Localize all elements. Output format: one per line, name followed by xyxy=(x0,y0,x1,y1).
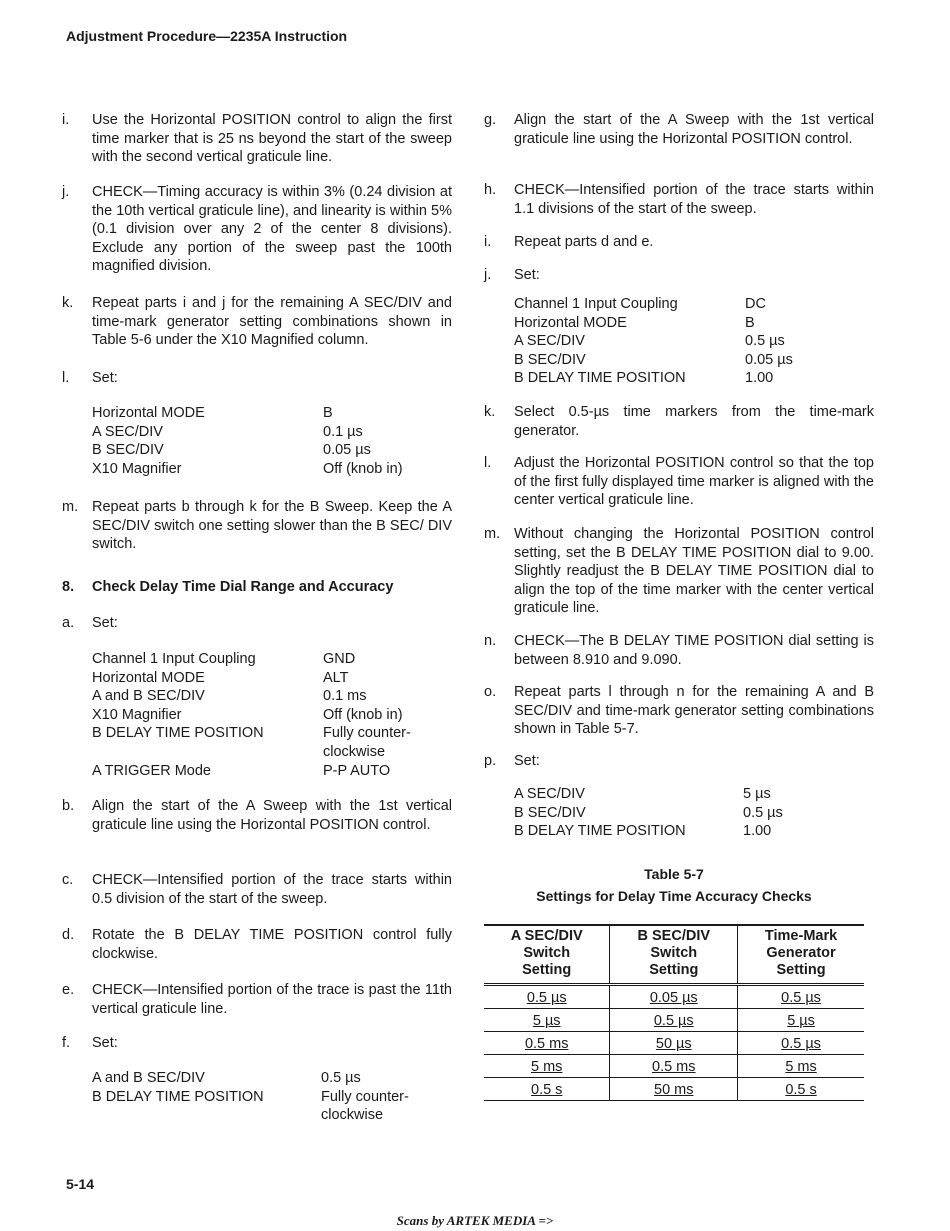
cell-value: 0.5 ms xyxy=(524,1036,569,1052)
table-cell xyxy=(610,1032,738,1055)
step-label: p. xyxy=(484,753,497,769)
header-line: Generator xyxy=(766,945,836,961)
table-cell xyxy=(484,1009,610,1032)
section-number: 8. xyxy=(62,579,75,595)
setting-value: GND xyxy=(323,651,356,667)
step-label: a. xyxy=(62,615,75,631)
setting-name: Horizontal MODE xyxy=(92,669,205,686)
page-header: Adjustment Procedure—2235A Instruction xyxy=(66,28,348,44)
cell-value: 0.5 µs xyxy=(526,990,567,1006)
step-c-left xyxy=(62,871,452,908)
setting-value: Off (knob in) xyxy=(323,706,403,723)
step-text: Use the Horizontal POSITION control to align the first time marker that is 25 ns beyond the start of the sweep with the second vertical graticule line. xyxy=(92,112,452,166)
table-cell xyxy=(610,1009,738,1032)
setting-name: Channel 1 Input Coupling xyxy=(92,651,256,667)
setting-value: 5 µs xyxy=(743,786,771,802)
setting-value: 0.1 µs xyxy=(323,423,363,440)
step-text: Repeat parts d and e. xyxy=(514,234,654,250)
section-heading-8 xyxy=(62,578,452,597)
setting-name: A SEC/DIV xyxy=(92,423,163,440)
step-m-left xyxy=(62,498,452,554)
table-row xyxy=(484,985,864,1009)
step-text: Adjust the Horizontal POSITION control so that the top of the first fully displayed time marker is aligned with the center vertical graticule line. xyxy=(514,455,874,509)
table-row xyxy=(484,1009,864,1032)
step-text: CHECK—Intensified portion of the trace starts within 0.5 division of the start of the sweep. xyxy=(92,872,452,907)
setting-value: B xyxy=(745,314,755,331)
cell-value: 0.5 µs xyxy=(781,1036,821,1052)
step-text: Set: xyxy=(92,370,118,386)
step-l-right xyxy=(484,454,874,510)
table-title: Settings for Delay Time Accuracy Checks xyxy=(536,888,812,904)
step-text: Set: xyxy=(514,267,540,283)
setting-value: 1.00 xyxy=(743,823,772,840)
table-number: Table 5-7 xyxy=(644,866,704,882)
table-row xyxy=(484,1055,864,1078)
cell-value: 5 ms xyxy=(531,1059,563,1075)
cell-value: 0.5 s xyxy=(531,1082,563,1098)
step-f-left xyxy=(62,1034,452,1053)
step-label: k. xyxy=(484,404,496,420)
table-cell xyxy=(738,1078,864,1101)
setting-value: 1.00 xyxy=(745,370,774,387)
setting-value: Fully counter- xyxy=(321,1088,409,1105)
step-text: Repeat parts i and j for the remaining A SEC/DIV and time-mark generator setting combinations shown in Table 5-6 under the X10 Magnified column. xyxy=(92,295,452,349)
step-text: Align the start of the A Sweep with the 1st vertical graticule line using the Horizontal POSITION control. xyxy=(514,112,874,147)
setting-value: 0.1 ms xyxy=(323,688,367,705)
step-text: CHECK—Intensified portion of the trace is past the 11th vertical graticule line. xyxy=(92,982,452,1017)
setting-name: B DELAY TIME POSITION xyxy=(92,1088,264,1105)
cell-value: 0.5 µs xyxy=(653,1013,694,1029)
delay-time-accuracy-table xyxy=(484,924,864,1101)
step-p-right xyxy=(484,752,874,771)
setting-value: Fully counter- xyxy=(323,725,411,742)
step-g-right xyxy=(484,111,874,148)
step-l-left xyxy=(62,369,452,388)
step-text: CHECK—Intensified portion of the trace starts within 1.1 divisions of the start of the sweep. xyxy=(514,182,874,217)
setting-name: B DELAY TIME POSITION xyxy=(514,823,686,840)
setting-value: clockwise xyxy=(323,743,386,760)
table-header-row xyxy=(484,925,864,985)
step-text: Select 0.5-µs time markers from the time-mark generator. xyxy=(514,404,874,439)
setting-value: 0.5 µs xyxy=(745,333,785,350)
step-label: d. xyxy=(62,927,75,943)
setting-name: A TRIGGER Mode xyxy=(92,762,211,779)
setting-name: Horizontal MODE xyxy=(92,405,205,421)
setting-name: B DELAY TIME POSITION xyxy=(92,725,264,742)
setting-name: B DELAY TIME POSITION xyxy=(514,370,686,387)
setting-value: 0.5 µs xyxy=(321,1070,361,1086)
cell-value: 50 µs xyxy=(655,1036,692,1052)
step-i-left xyxy=(62,111,452,167)
step-a-left xyxy=(62,614,452,633)
setting-name: X10 Magnifier xyxy=(92,460,182,477)
setting-name: Channel 1 Input Coupling xyxy=(514,296,678,312)
cell-value: 5 µs xyxy=(787,1013,815,1029)
step-b-left xyxy=(62,797,452,834)
setting-name: B SEC/DIV xyxy=(92,442,164,459)
scan-credit: Scans by ARTEK MEDIA => xyxy=(396,1213,554,1228)
step-k-left xyxy=(62,294,452,350)
setting-name: A SEC/DIV xyxy=(514,333,585,350)
setting-name: A and B SEC/DIV xyxy=(92,688,205,705)
step-label: m. xyxy=(484,526,501,542)
step-text: CHECK—Timing accuracy is within 3% (0.24 division at the 10th vertical graticule line), and linearity is within 5% (0.1 division over any 2 of the center 8 divisions). Exclude any portion of the sweep past the 100th magnified division. xyxy=(92,184,452,275)
step-e-left xyxy=(62,981,452,1018)
step-text: Set: xyxy=(92,1035,118,1051)
step-text: Repeat parts b through k for the B Sweep. Keep the A SEC/DIV switch one setting slower than the B SEC/ DIV switch. xyxy=(92,499,452,553)
setting-name: Horizontal MODE xyxy=(514,314,627,331)
header-line: Setting xyxy=(776,962,826,978)
step-label: l. xyxy=(484,455,492,471)
header-line: A SEC/DIV xyxy=(510,928,583,944)
step-label: f. xyxy=(62,1035,71,1051)
setting-value: ALT xyxy=(323,669,349,686)
table-row xyxy=(484,1032,864,1055)
header-a-sec-div xyxy=(484,925,610,985)
step-n-right xyxy=(484,632,874,669)
step-text: Align the start of the A Sweep with the 1st vertical graticule line using the Horizontal POSITION control. xyxy=(92,798,452,833)
step-text: CHECK—The B DELAY TIME POSITION dial setting is between 8.910 and 9.090. xyxy=(514,633,874,668)
page-number: 5-14 xyxy=(66,1176,95,1192)
section-title: Check Delay Time Dial Range and Accuracy xyxy=(92,579,394,595)
step-j-right xyxy=(484,266,874,285)
table-cell xyxy=(738,985,864,1009)
cell-value: 5 ms xyxy=(785,1059,817,1075)
header-line: Setting xyxy=(522,962,572,978)
step-text: Repeat parts l through n for the remaining A and B SEC/DIV and time-mark generator setting combinations shown in Table 5-7. xyxy=(514,684,874,738)
step-d-left xyxy=(62,926,452,963)
step-label: o. xyxy=(484,684,497,700)
cell-value: 0.5 ms xyxy=(652,1059,696,1075)
step-label: n. xyxy=(484,633,497,649)
cell-value: 0.5 µs xyxy=(781,990,821,1006)
step-i-right xyxy=(484,233,874,252)
table-cell xyxy=(738,1032,864,1055)
step-h-right xyxy=(484,181,874,218)
step-label: e. xyxy=(62,982,75,998)
step-k-right xyxy=(484,403,874,440)
header-line: B SEC/DIV xyxy=(637,928,711,944)
step-label: c. xyxy=(62,872,74,888)
table-cell xyxy=(738,1055,864,1078)
step-label: j. xyxy=(484,267,492,283)
setting-value: DC xyxy=(745,296,766,312)
step-text: Set: xyxy=(514,753,540,769)
header-time-mark xyxy=(738,925,864,985)
step-label: m. xyxy=(62,499,79,515)
cell-value: 0.5 s xyxy=(785,1082,817,1098)
step-m-right xyxy=(484,525,874,618)
table-cell xyxy=(484,985,610,1009)
header-line: Time-Mark xyxy=(764,928,838,944)
table-row xyxy=(484,1078,864,1101)
setting-value: P-P AUTO xyxy=(323,762,391,779)
step-label: i. xyxy=(62,112,70,128)
setting-value: clockwise xyxy=(321,1107,384,1124)
cell-value: 0.05 µs xyxy=(649,990,698,1006)
table-cell xyxy=(484,1055,610,1078)
step-o-right xyxy=(484,683,874,739)
table-cell xyxy=(484,1032,610,1055)
table-cell xyxy=(738,1009,864,1032)
setting-value: 0.05 µs xyxy=(323,442,371,459)
table-cell xyxy=(484,1078,610,1101)
header-line: Switch xyxy=(523,945,571,961)
setting-name: X10 Magnifier xyxy=(92,706,182,723)
table-cell xyxy=(610,985,738,1009)
setting-value: 0.05 µs xyxy=(745,351,793,368)
header-line: Setting xyxy=(649,962,699,978)
step-label: b. xyxy=(62,798,75,814)
step-label: l. xyxy=(62,370,70,386)
step-label: i. xyxy=(484,234,492,250)
table-cell xyxy=(610,1055,738,1078)
step-text: Set: xyxy=(92,615,118,631)
step-j-left xyxy=(62,183,452,276)
setting-name: A and B SEC/DIV xyxy=(92,1070,205,1086)
setting-value: Off (knob in) xyxy=(323,460,403,477)
step-label: g. xyxy=(484,112,497,128)
setting-value: B xyxy=(323,405,333,421)
header-line: Switch xyxy=(650,945,698,961)
step-label: h. xyxy=(484,182,497,198)
setting-name: B SEC/DIV xyxy=(514,351,586,368)
cell-value: 50 ms xyxy=(654,1082,694,1098)
cell-value: 5 µs xyxy=(532,1013,561,1029)
step-text: Rotate the B DELAY TIME POSITION control fully clockwise. xyxy=(92,927,452,962)
table-cell xyxy=(610,1078,738,1101)
setting-name: B SEC/DIV xyxy=(514,804,586,821)
setting-value: 0.5 µs xyxy=(743,804,783,821)
step-label: k. xyxy=(62,295,74,311)
header-b-sec-div xyxy=(610,925,738,985)
step-label: j. xyxy=(62,184,70,200)
step-text: Without changing the Horizontal POSITION control setting, set the B DELAY TIME POSITION dial to 9.00. Slightly readjust the B DELAY TIME POSITION dial to align the top of the time marker with the center vertical graticule line. xyxy=(514,526,874,617)
setting-name: A SEC/DIV xyxy=(514,786,585,802)
